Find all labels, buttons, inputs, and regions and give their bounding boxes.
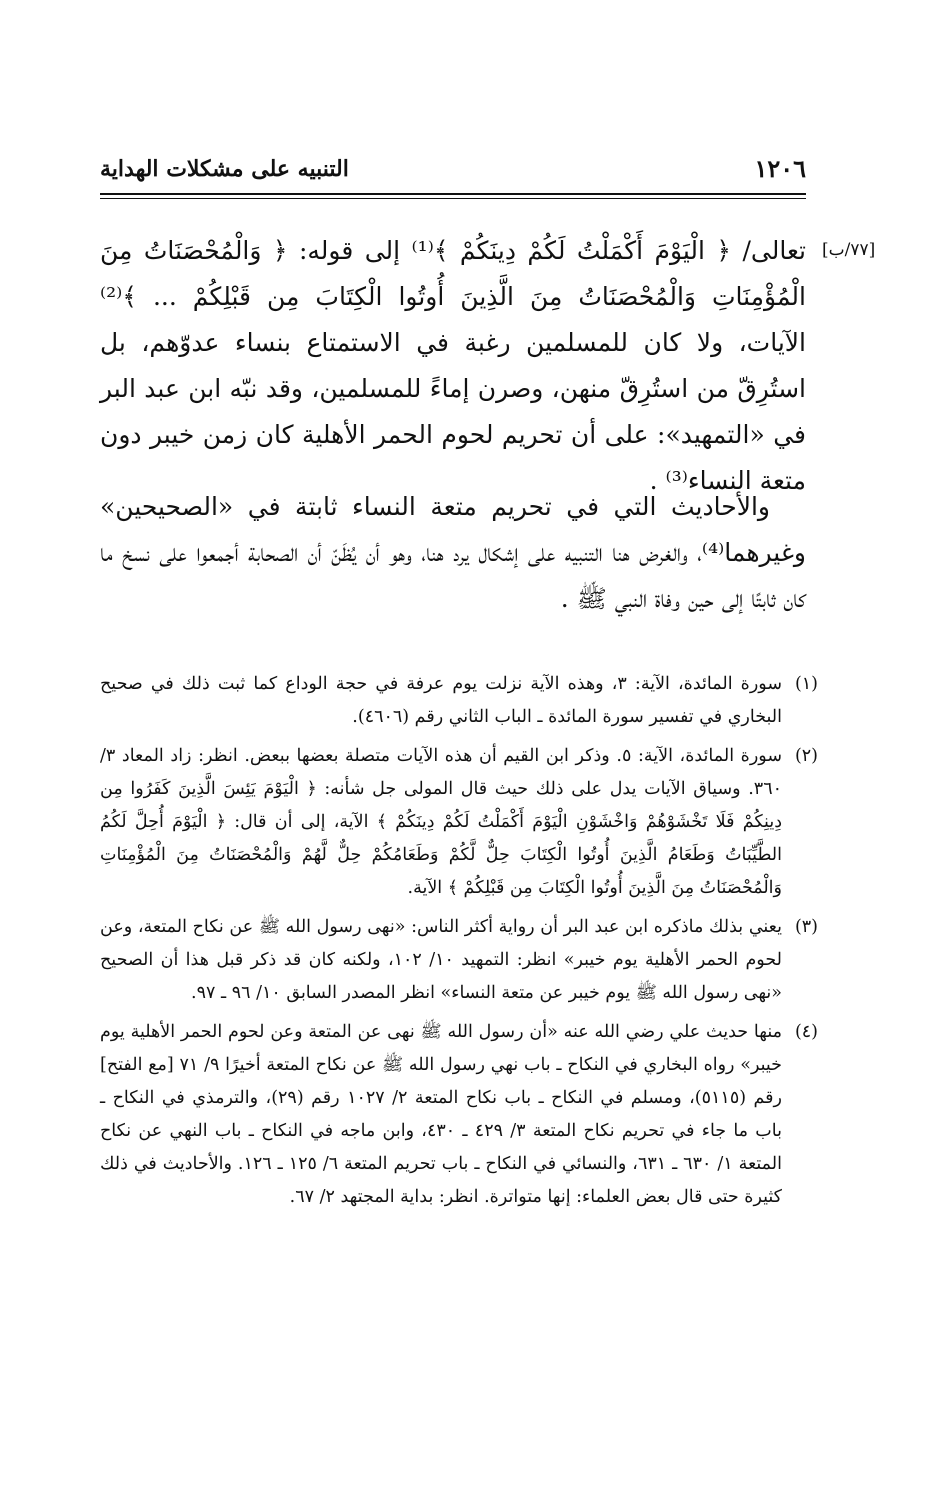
footnote-text: سورة المائدة، الآية: ٣، وهذه الآية نزلت يوم عرفة في حجة الوداع كما ثبت ذلك في صحيح البخاري في تفسير سورة المائدة ـ الباب الثاني رقم (٤٦٠٦). [100, 674, 782, 727]
footnote-number: (٤) [794, 1022, 818, 1042]
footnotes [100, 668, 818, 1220]
header-rule-thin [100, 198, 806, 199]
footnote-number: (٢) [794, 746, 818, 766]
header-rule-thick [100, 193, 806, 195]
running-title: التنبيه على مشكلات الهداية [100, 156, 349, 182]
paragraph-1: تعالى/ ﴿ الْيَوْمَ أَكْمَلْتُ لَكُمْ دِينَكُمْ ﴾⁽¹⁾ إلى قوله: ﴿ وَالْمُحْصَنَاتُ مِنَ الْمُؤْمِنَاتِ وَالْمُحْصَنَاتُ مِنَ الَّذِينَ أُوتُوا الْكِتَابَ مِن قَبْلِكُمْ ... ﴾⁽²⁾ الآيات، ولا كان للمسلمين رغبة في الاستمتاع بنساء عدوّهم، بل استُرِقّ من استُرِقّ منهن، وصرن إماءً للمسلمين، وقد نبّه ابن عبد البر في «التمهيد»: على أن تحريم لحوم الحمر الأهلية كان زمن خيبر دون متعة النساء⁽³⁾ . [100, 236, 806, 495]
main-text [100, 228, 806, 504]
manuscript-folio-marker: [٧٧/ب] [822, 240, 876, 260]
footnote-3 [100, 911, 818, 1010]
footnote-number: (١) [794, 674, 818, 694]
footnote-number: (٣) [794, 917, 818, 937]
footnote-4 [100, 1016, 818, 1214]
page-header [100, 148, 806, 188]
page-number: ١٢٠٦ [754, 154, 806, 183]
paragraph-2: والأحاديث التي في تحريم متعة النساء ثابتة في «الصحيحين» وغيرهما⁽⁴⁾، والغرض هنا التنبيه على إشكال يرد هنا، وهو أن يُظَنّ أن الصحابة أجمعوا على نسخ ما كان ثابتًا إلى حين وفاة النبي ﷺ . [100, 492, 806, 613]
footnote-text: منها حديث علي رضي الله عنه «أن رسول الله ﷺ نهى عن المتعة وعن لحوم الحمر الأهلية يوم خيبر» رواه البخاري في النكاح ـ باب نهي رسول الله ﷺ عن نكاح المتعة أخيرًا ٩/ ٧١ [مع الفتح] رقم (٥١١٥)، ومسلم في النكاح ـ باب نكاح المتعة ٢/ ١٠٢٧ رقم (٢٩)، والترمذي في النكاح ـ باب ما جاء في تحريم نكاح المتعة ٣/ ٤٢٩ ـ ٤٣٠، وابن ماجه في النكاح ـ باب النهي عن نكاح المتعة ١/ ٦٣٠ ـ ٦٣١، والنسائي في النكاح ـ باب تحريم المتعة ٦/ ١٢٥ ـ ١٢٦. والأحاديث في ذلك كثيرة حتى قال بعض العلماء: إنها متواترة. انظر: بداية المجتهد ٢/ ٦٧. [100, 1022, 783, 1207]
footnote-text: سورة المائدة، الآية: ٥. وذكر ابن القيم أن هذه الآيات متصلة بعضها ببعض. انظر: زاد المعاد ٣/ ٣٦٠. وسياق الآيات يدل على ذلك حيث قال المولى جل شأنه: ﴿ الْيَوْمَ يَئِسَ الَّذِينَ كَفَرُوا مِن دِينِكُمْ فَلَا تَخْشَوْهُمْ وَاخْشَوْنِ الْيَوْمَ أَكْمَلْتُ لَكُمْ دِينَكُمْ ﴾ الآية، إلى أن قال: ﴿ الْيَوْمَ أُحِلَّ لَكُمُ الطَّيِّبَاتُ وَطَعَامُ الَّذِينَ أُوتُوا الْكِتَابَ حِلٌّ لَّكُمْ وَطَعَامُكُمْ حِلٌّ لَّهُمْ وَالْمُحْصَنَاتُ مِنَ الْمُؤْمِنَاتِ وَالْمُحْصَنَاتُ مِنَ الَّذِينَ أُوتُوا الْكِتَابَ مِن قَبْلِكُمْ ﴾ الآية. [100, 746, 782, 898]
main-text-2 [100, 484, 806, 622]
footnote-2 [100, 740, 818, 905]
footnote-text: يعني بذلك ماذكره ابن عبد البر أن رواية أكثر الناس: «نهى رسول الله ﷺ عن نكاح المتعة، وعن لحوم الحمر الأهلية يوم خيبر» انظر: التمهيد ١٠/ ١٠٢، ولكنه كان قد ذكر قبل هذا أن الصحيح «نهى رسول الله ﷺ يوم خيبر عن متعة النساء» انظر المصدر السابق ١٠/ ٩٦ ـ ٩٧. [100, 917, 782, 1003]
footnote-1 [100, 668, 818, 734]
